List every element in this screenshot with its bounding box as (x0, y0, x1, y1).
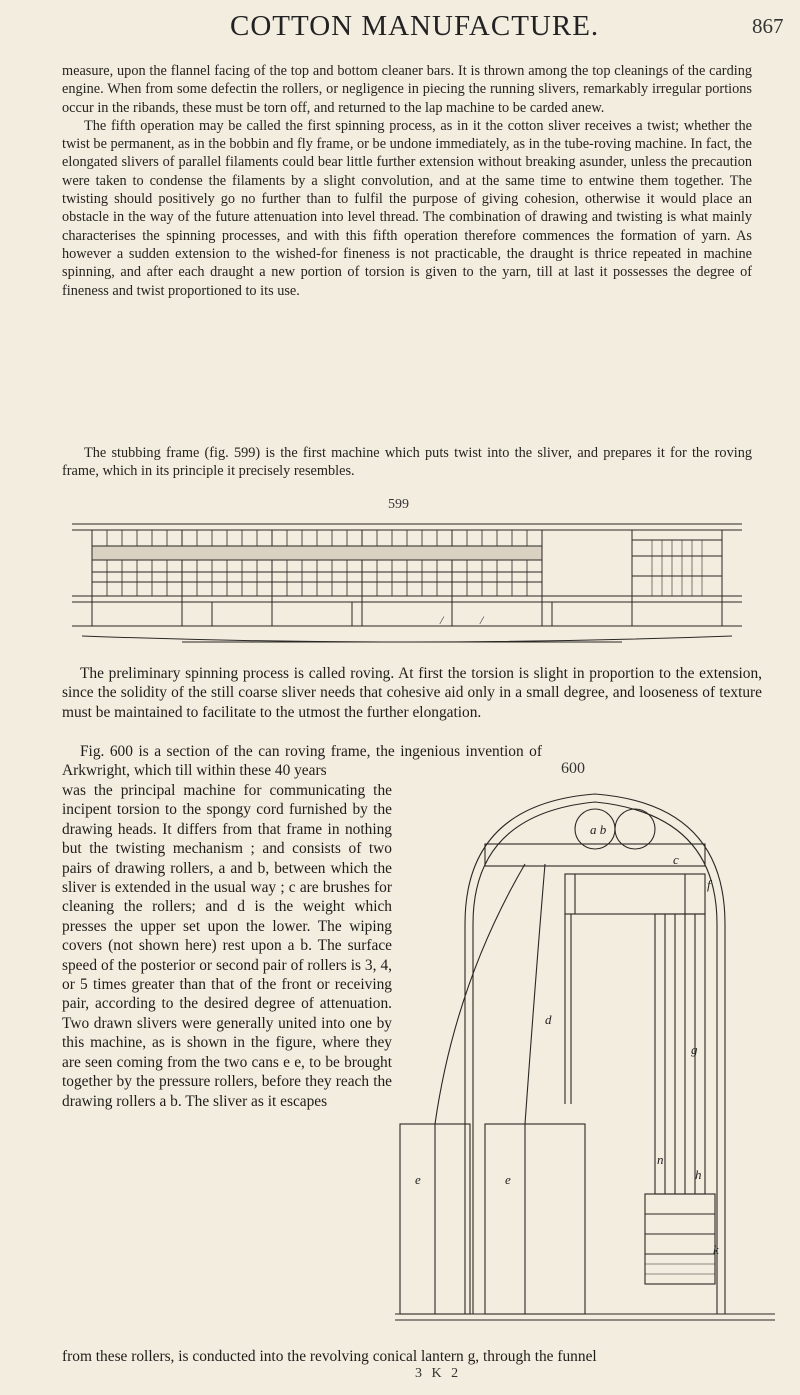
figure-599-stubbing-frame (62, 516, 752, 652)
page-number: 867 (752, 14, 784, 38)
figure-600-letter: a b (590, 822, 607, 837)
figure-600-letter: g (691, 1042, 698, 1057)
figure-600-letter: h (695, 1167, 702, 1182)
figure-600-letter: e (415, 1172, 421, 1187)
paragraph-text: The fifth operation may be called the first spinning process, as in it the cotton sliver receives a twist; whether the twist be permanent, as in the bobbin and fly frame, or be undone immediately, as in the tube-roving machine. In fact, the elongated slivers of parallel filaments could bear little further extension without breaking asunder, unless the precaution were taken to condense the filaments by a slight convolution, and at the same time to entwine them together. The twisting should positively go no further than to fulfil the purpose of giving cohesion, otherwise it would place an obstacle in the way of the future attenuation into level thread. The combination of drawing and twisting is what mainly characterises the spinning processes, and with this fifth operation therefore commences the formation of yarn. As however a sudden extension to the wished-for fineness is not practicable, the draught is thrice repeated in machine spinning, and after each draught a new portion of torsion is given to the yarn, till at last it possesses the degree of fineness and twist proportioned to its use. (62, 117, 752, 299)
figure-599-letter: / (440, 613, 444, 627)
paragraph-text: measure, upon the flannel facing of the top and bottom cleaner bars. It is thrown among the top cleanings of the carding engine. When from some defectin the rollers, or negligence in piecing the running slivers, remarkably irregular portions occur in the ribands, these must be torn off, and returned to the lap machine to be carded anew. (62, 63, 752, 116)
figure-600-letter: k (713, 1242, 719, 1257)
signature-mark: 3 K 2 (415, 1366, 462, 1381)
fig-600-description (62, 781, 392, 1111)
bottom-line: from these rollers, is conducted into the revolving conical lantern g, through the funnel (62, 1348, 597, 1365)
paragraph-text: Fig. 600 is a section of the can roving frame, the ingenious invention of Arkwright, which till within these 40 years (62, 743, 542, 780)
figure-600-letter: d (545, 1012, 552, 1027)
running-title: COTTON MANUFACTURE. (230, 10, 600, 42)
figure-599-letter: / (480, 613, 484, 627)
figure-600-can-roving-frame (395, 784, 775, 1344)
fig-600-intro (62, 742, 762, 781)
figure-600-letter: c (673, 852, 679, 867)
roving-paragraph (62, 664, 762, 722)
page-header (0, 6, 800, 46)
paragraph-text: was the principal machine for communicating the incipent torsion to the spongy cord furnished by the drawing heads. It differs from that frame in nothing but the twisting mechanism ; and consists of two pairs of drawing rollers, a and b, between which the sliver is extended in the usual way ; c are brushes for cleaning the rollers; and d is the weight which presses the upper set upon the lower. The wiping covers (not shown here) rest upon a b. The surface speed of the posterior or second pair of rollers is 3, 4, or 5 times greater than that of the front or receiving pair, according to the desired degree of attenuation. Two drawn slivers were generally united into one by this machine, as is shown in the figure, where they are seen coming from the two cans e e, to be brought together by the pressure rollers, before they reach the drawing rollers a b. The sliver as it escapes (62, 782, 392, 1110)
upper-paragraph-2 (62, 444, 752, 481)
figure-600-letter: e (505, 1172, 511, 1187)
paragraph-text: The preliminary spinning process is called roving. At first the torsion is slight in proportion to the extension, since the solidity of the still coarse sliver needs that cohesive aid only in a small degree, and looseness of texture must be maintained to facilitate to the utmost the further elongation. (62, 665, 762, 721)
figure-599-number: 599 (388, 497, 409, 512)
figure-600-letter: n (657, 1152, 664, 1167)
figure-600-letter: f (707, 877, 711, 892)
paragraph-text: The stubbing frame (fig. 599) is the first machine which puts twist into the sliver, and prepares it for the roving frame, which in its principle it precisely resembles. (62, 445, 752, 480)
upper-paragraph-1 (62, 62, 752, 300)
figure-600-number: 600 (561, 760, 585, 777)
